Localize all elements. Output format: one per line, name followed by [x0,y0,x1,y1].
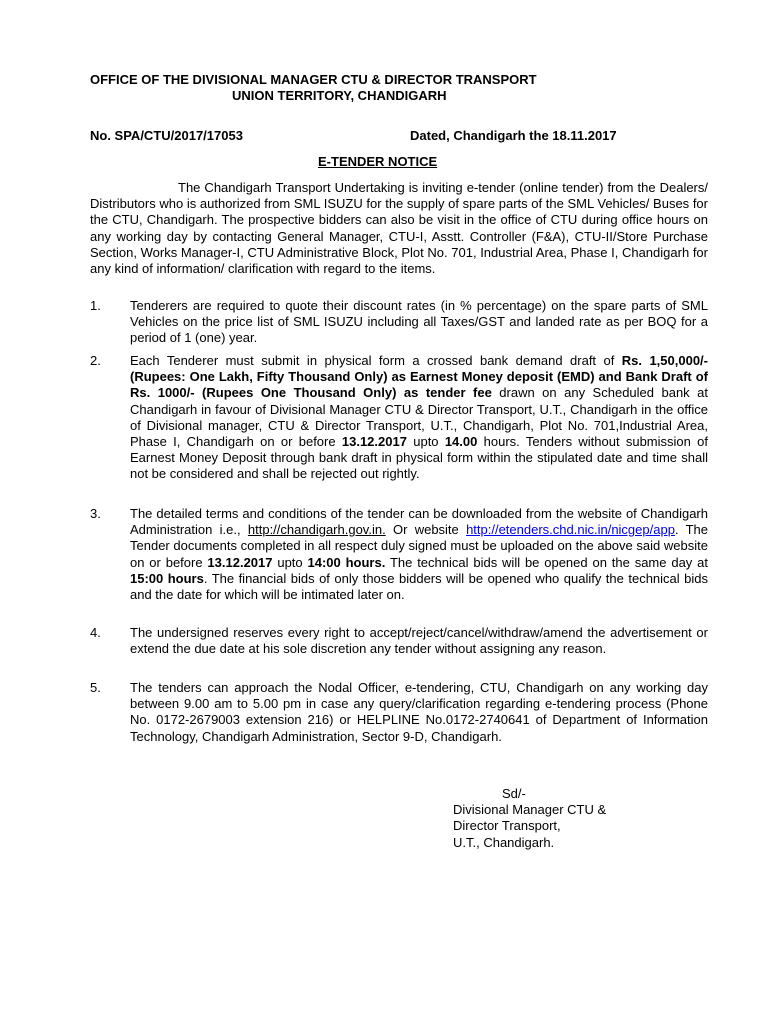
signature-line-3: U.T., Chandigarh. [453,834,555,850]
item-text-part: . The financial bids of only those bidders will be opened who qualify the technical bids and the date for which will be intimated later on. [130,570,708,603]
intro-paragraph [90,180,708,277]
list-item-4 [90,625,708,657]
item-text-part: The technical bids will be opened on the same day at [385,554,708,570]
list-item-2 [90,353,708,483]
item-text [130,353,708,483]
item-number: 1. [90,298,101,313]
intro-text: The Chandigarh Transport Undertaking is inviting e-tender (online tender) from the Dealers/ Distributors who is authorized from SML ISUZU for the supply of spare parts of the SML Vehicles/ Buses for the CTU, Chandigarh. The prospective bidders can also be visit in the office of CTU during office hours on any working day by contacting General Manager, CTU-I, Asstt. Controller (F&A), CTU-II/Store Purchase Section, Works Manager-I, CTU Administrative Block, Plot No. 701, Industrial Area, Phase I, Chandigarh for any kind of information/ clarification with regard to the items. [90,180,708,277]
item-number: 3. [90,506,101,521]
signature-line-2: Director Transport, [453,818,561,834]
item-text-part: Each Tenderer must submit in physical form a crossed bank demand draft of [130,353,622,368]
notice-title: E-TENDER NOTICE [318,154,438,169]
item-text-part: drawn on any Scheduled bank at Chandigarh in favour of Divisional Manager CTU & Director Transport, U.T., Chandigarh in the office of Divisional manager, CTU & Director Transport, U.T., Chandigarh, Plot No. 701,Industrial Area, Phase I, Chandigarh on or before [130,385,708,450]
item-text: The tenders can approach the Nodal Officer, e-tendering, CTU, Chandigarh on any working day between 9.00 am to 5.00 pm in case any query/clarification regarding e-tendering process (Phone No. 0172-2679003 extension 216) or HELPLINE No.0172-2740641 of Department of Information Technology, Chandigarh Administration, Sector 9-D, Chandigarh. [130,680,708,744]
upload-date-bold: 13.12.2017 [207,554,273,570]
item-text [130,506,708,603]
reference-number: No. SPA/CTU/2017/17053 [90,128,243,143]
item-text-part: upto [406,434,445,450]
item-text: Tenderers are required to quote their discount rates (in % percentage) on the spare parts of SML Vehicles on the price list of SML ISUZU including all Taxes/GST and landed rate as per BOQ for a period of 1 (one) year. [130,298,708,346]
chandigarh-gov-link[interactable]: http://chandigarh.gov.in. [247,522,386,538]
signature-line-1: Divisional Manager CTU & [453,802,607,818]
list-item-5 [90,680,708,745]
opening-time-bold: 15:00 hours [130,570,204,586]
item-text: The undersigned reserves every right to accept/reject/cancel/withdraw/amend the advertisement or extend the due date at his sole discretion any tender without assigning any reason. [130,625,708,657]
item-text-part: hours. Tenders without submission of Earnest Money Deposit through bank draft in physical form within the stipulated date and time shall not be considered and shall be rejected out rightly. [130,434,708,482]
item-number: 4. [90,625,101,640]
etenders-link[interactable]: http://etenders.chd.nic.in/nicgep/app [466,522,675,538]
item-text-part: The detailed terms and conditions of the tender can be downloaded from the website of Chandigarh Administration i.e., [130,506,708,538]
item-number: 5. [90,680,101,695]
signature-block [453,786,606,851]
upload-time-bold: 14:00 hours. [307,554,386,570]
emd-amount-bold: Rs. 1,50,000/- (Rupees: One Lakh, Fifty Thousand Only) as Earnest Money deposit (EMD) and Bank Draft of Rs. 1000/- (Rupees One Thousand Only) as tender fee [130,353,708,401]
deadline-date-bold: 13.12.2017 [341,434,407,450]
signature-sd: Sd/- [502,786,526,801]
item-text-part: upto [272,554,308,570]
deadline-time-bold: 14.00 [444,434,478,450]
office-heading-line1: OFFICE OF THE DIVISIONAL MANAGER CTU & DIRECTOR TRANSPORT [90,72,537,87]
item-text-part: . The Tender documents completed in all respect duly signed must be uploaded on the above said website on or before [130,522,708,570]
dated-line: Dated, Chandigarh the 18.11.2017 [410,128,617,143]
list-item-1 [90,298,708,347]
item-number: 2. [90,353,101,368]
item-text-part: Or website [385,522,467,538]
office-heading-line2: UNION TERRITORY, CHANDIGARH [232,88,447,103]
list-item-3 [90,506,708,603]
